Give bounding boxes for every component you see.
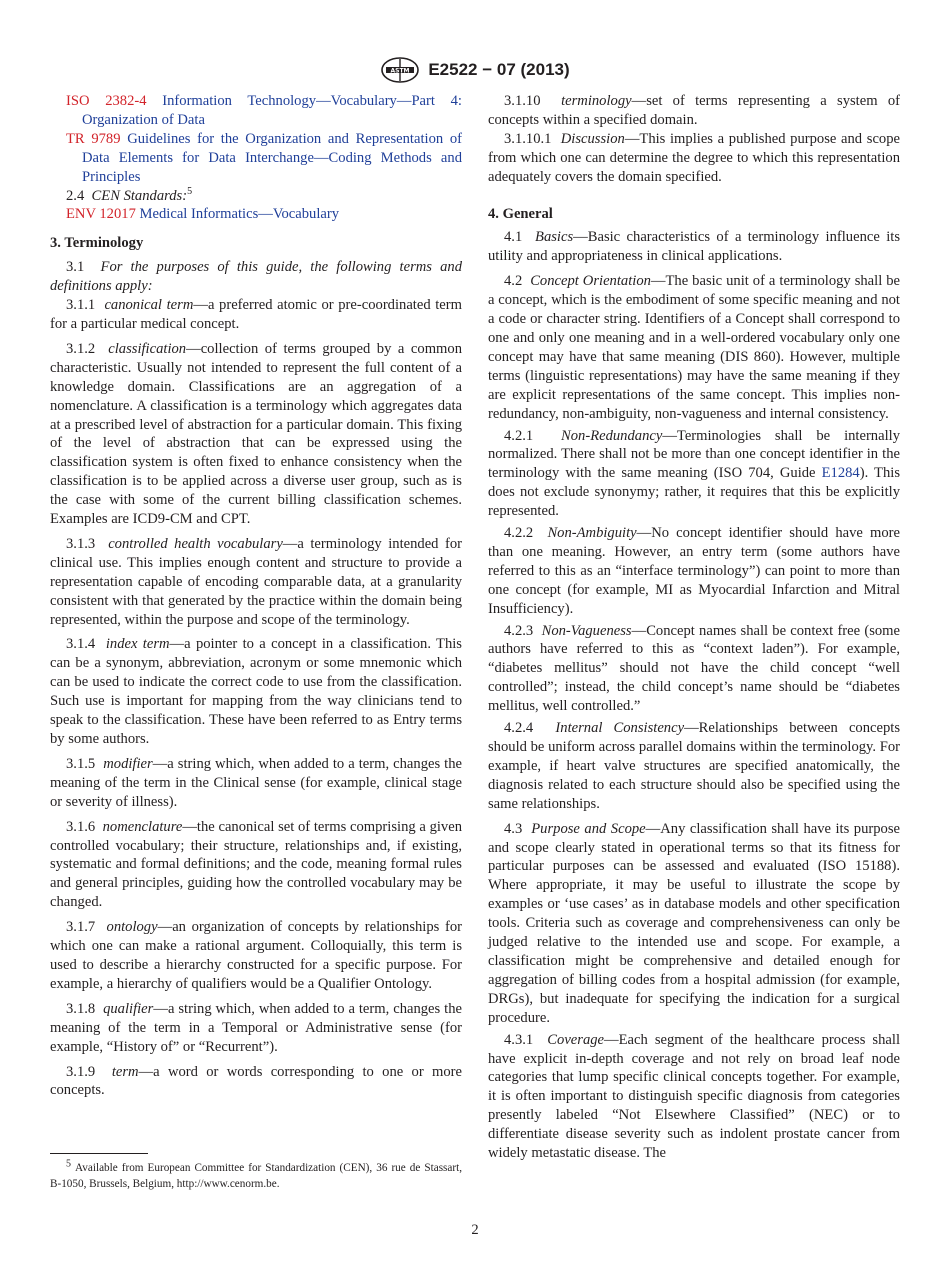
reference-code[interactable]: ISO 2382-4 [66,93,147,109]
footnote-number: 5 [66,1158,71,1170]
right-column [488,92,900,1163]
definition-3-1-2: 3.1.2 classification—collection of terms grouped by a common characteristic. Usually not intended to represent the full content of a knowledge domain. Classifications are an aggregation of a nomenclature. A classification is a terminology which aggregates data at a prescribed level of abstraction for a particular domain. This fixing of the level of abstraction that can be expressed using the classification system is often fixed to enhance consistency when the classification is to be applied across a diverse user group, such as is the case with some of the current billing classification schemes. Examples are ICD9-CM and CPT. [50,340,462,528]
section-heading-general: 4. General [488,205,553,222]
page-number: 2 [471,1222,479,1238]
reference-env-12017 [50,205,462,224]
paragraph-4-2-2: 4.2.2 Non-Ambiguity—No concept identifier should have more than one meaning. However, an entry term (some authors have referred to this as an “interface terminology”) can point to more than one concept (for example, MI as Myocardial Infarction and Mitral Insufficiency). [488,525,900,617]
defined-term: terminology [561,93,632,109]
paragraph-4-2-4: 4.2.4 Internal Consistency—Relationships between concepts should be uniform across parallel domains within the terminology. For example, if heart valve structures are specified anatomically, the diagnosis related to each structure should also be specified using the same relationships. [488,720,900,812]
reference-iso-2382-4 [50,92,462,130]
definition-3-1-5: 3.1.5 modifier—a string which, when added to a term, changes the meaning of the term in the Clinical sense (for example, clinical stage or severity of illness). [50,755,462,810]
defined-term: canonical term [104,297,194,314]
defined-term: term [111,1063,139,1080]
paragraph-3-1: 3.1 For the purposes of this guide, the following terms and definitions apply: [50,259,462,295]
paragraph-4-3-1: 4.3.1 Coverage—Each segment of the healthcare process shall have explicit in-depth coverage and not rely on broad leaf node categories that lump specific clinical concepts together. For example, it is often important to distinguish specific diagnosis from categories presently labeled “Not Elsewhere Classified” (NEC) or to differentiate disease severity such as indolent prostate cancer from widely metastatic disease. The [488,1031,900,1162]
defined-term: Non-Vagueness [541,622,632,639]
defined-term: ontology [106,919,158,936]
reference-title[interactable]: Medical Informatics—Vocabulary [139,206,340,223]
defined-term: Coverage [547,1031,605,1048]
definition-3-1-9: 3.1.9 term—a word or words corresponding to one or more concepts. [50,1063,462,1099]
definition-3-1-6: 3.1.6 nomenclature—the canonical set of terms comprising a given controlled vocabulary; their structure, relationships and, if existing, systematic and formal definitions; and the code, meaning formal rules and general principles, guiding how the controlled vocabulary may be changed. [50,818,463,911]
astm-logo-icon [380,56,420,84]
defined-term: qualifier [103,1000,154,1017]
reference-code[interactable]: TR 9789 [66,130,121,147]
definition-3-1-8: 3.1.8 qualifier—a string which, when added to a term, changes the meaning of the term in a Temporal or Administrative sense (for example, “History of” or “Recurrent”). [50,1000,462,1055]
defined-term: Basics [535,229,574,246]
defined-term: nomenclature [102,818,183,835]
left-column [50,92,462,1100]
definition-3-1-1: 3.1.1 canonical term—a preferred atomic or pre-coordinated term for a particular medical concept. [50,297,462,332]
defined-term: Non-Ambiguity [547,525,637,542]
paragraph-4-2-3: 4.2.3 Non-Vagueness—Concept names shall be context free (some authors have referred to this as “context laden”). For example, “diabetes mellitus” should not have the child concept “well controlled”; instead, the child concept’s name should be “diabetes mellitus, well controlled.” [488,622,900,715]
defined-term: controlled health vocabulary [108,535,283,552]
footnote [50,1158,462,1193]
section-2-4: 2.4 CEN Standards:$^5$ [66,185,193,204]
definition-3-1-4: 3.1.4 index term—a pointer to a concept in a classification. This can be a synonym, abbreviation, acronym or some mnemonic which can be used to indicate the correct code to use from the classification. Such use is important for mapping from the way clinicians tend to speak to the classification. These have been referred to as Entry terms by some authors. [50,636,462,747]
defined-term: modifier [103,755,153,772]
paragraph-4-3: 4.3 Purpose and Scope—Any classification shall have its purpose and scope clearly stated in operational terms so that its fitness for particular purposes can be assessed and evaluated (ISO 15188). Where appropriate, it may be useful to illustrate the scope by examples or ‘use cases’ as in database models and other specification tools. Criteria such as coverage and comprehensiveness can only be judged relative to the intended use and scope. For example, a classification might be comprehensive and detailed enough for aggregation of billing codes from a hospital admission (for example, DRGs), but inadequate for specifying the indication for a surgical procedure. [488,820,900,1026]
defined-term: index term [105,636,170,653]
reference-tr-9789 [50,130,462,187]
section-heading-terminology: 3. Terminology [50,235,144,252]
definition-3-1-3: 3.1.3 controlled health vocabulary—a terminology intended for clinical use. This implies enough content and structure to provide a representation capable of encoding comparable data, at a granularity consistent with that generated by the practice within the domain being represented, within the purpose and scope of the terminology. [50,535,462,628]
definition-3-1-7: 3.1.7 ontology—an organization of concepts by relationships for which one can make a rational argument. Colloquially, this term is used to describe a hierarchy constructed for a specific purpose. For example, a hierarchy of qualifiers would be a Qualifier Ontology. [50,919,463,992]
footnote-ref: 5 [187,185,193,197]
footnote-text: Available from European Committee for Standardization (CEN), 36 rue de Stassart, B-1050, Brussels, Belgium, http://www.cenorm.be. [50,1162,462,1190]
defined-term: Purpose and Scope [531,820,646,837]
defined-term: Concept Orientation [530,273,651,290]
paragraph-4-2: 4.2 Concept Orientation—The basic unit of a terminology shall be a concept, which is the embodiment of some specific meaning and not a code or character string. Identifiers of a Concept shall correspond to one and only one meaning and in a well-ordered vocabulary only one concept may have that same meaning (DIS 860). However, multiple terms (linguistic representations) may have the same meaning if they are explicit representations of the same concept. This implies non-redundancy, non-ambiguity, non-vagueness and internal consistency. [488,273,901,422]
definition-3-1-10: 3.1.10 terminology—set of terms representing a system of concepts within a specified domain. [488,93,901,128]
defined-term: Non-Redundancy [561,427,663,444]
defined-term: classification [108,340,187,357]
section-label: CEN Standards: [91,187,188,204]
reference-title[interactable]: Information Technology—Vocabulary—Part 4: Organization of Data [82,93,462,128]
document-designation: E2522 − 07 (2013) [428,60,570,79]
paragraph-4-2-1: 4.2.1 Non-Redundancy—Terminologies shall be internally normalized. There shall not be more than one concept identifier in the terminology with the same meaning (ISO 704, Guide E1284). This does not exclude synonymy; rather, it requires that this be explicitly represented. [488,427,900,520]
svg-text:ASTM: ASTM [390,67,410,75]
reference-code[interactable]: ENV 12017 [66,206,136,223]
page-header [0,55,950,85]
standard-link-e1284[interactable]: E1284 [821,465,860,482]
defined-term: Internal Consistency [555,720,685,737]
paragraph-4-1: 4.1 Basics—Basic characteristics of a terminology influence its utility and appropriateness in clinical applications. [488,229,900,265]
defined-term: Discussion [560,130,625,147]
discussion-3-1-10-1: 3.1.10.1 Discussion—This implies a published purpose and scope from which one can determine the degree to which this representation adequately covers the domain specified. [488,130,900,185]
footnote-divider [50,1153,148,1154]
reference-title[interactable]: Guidelines for the Organization and Representation of Data Elements for Data Interchange—Coding Methods and Principles [82,130,462,185]
